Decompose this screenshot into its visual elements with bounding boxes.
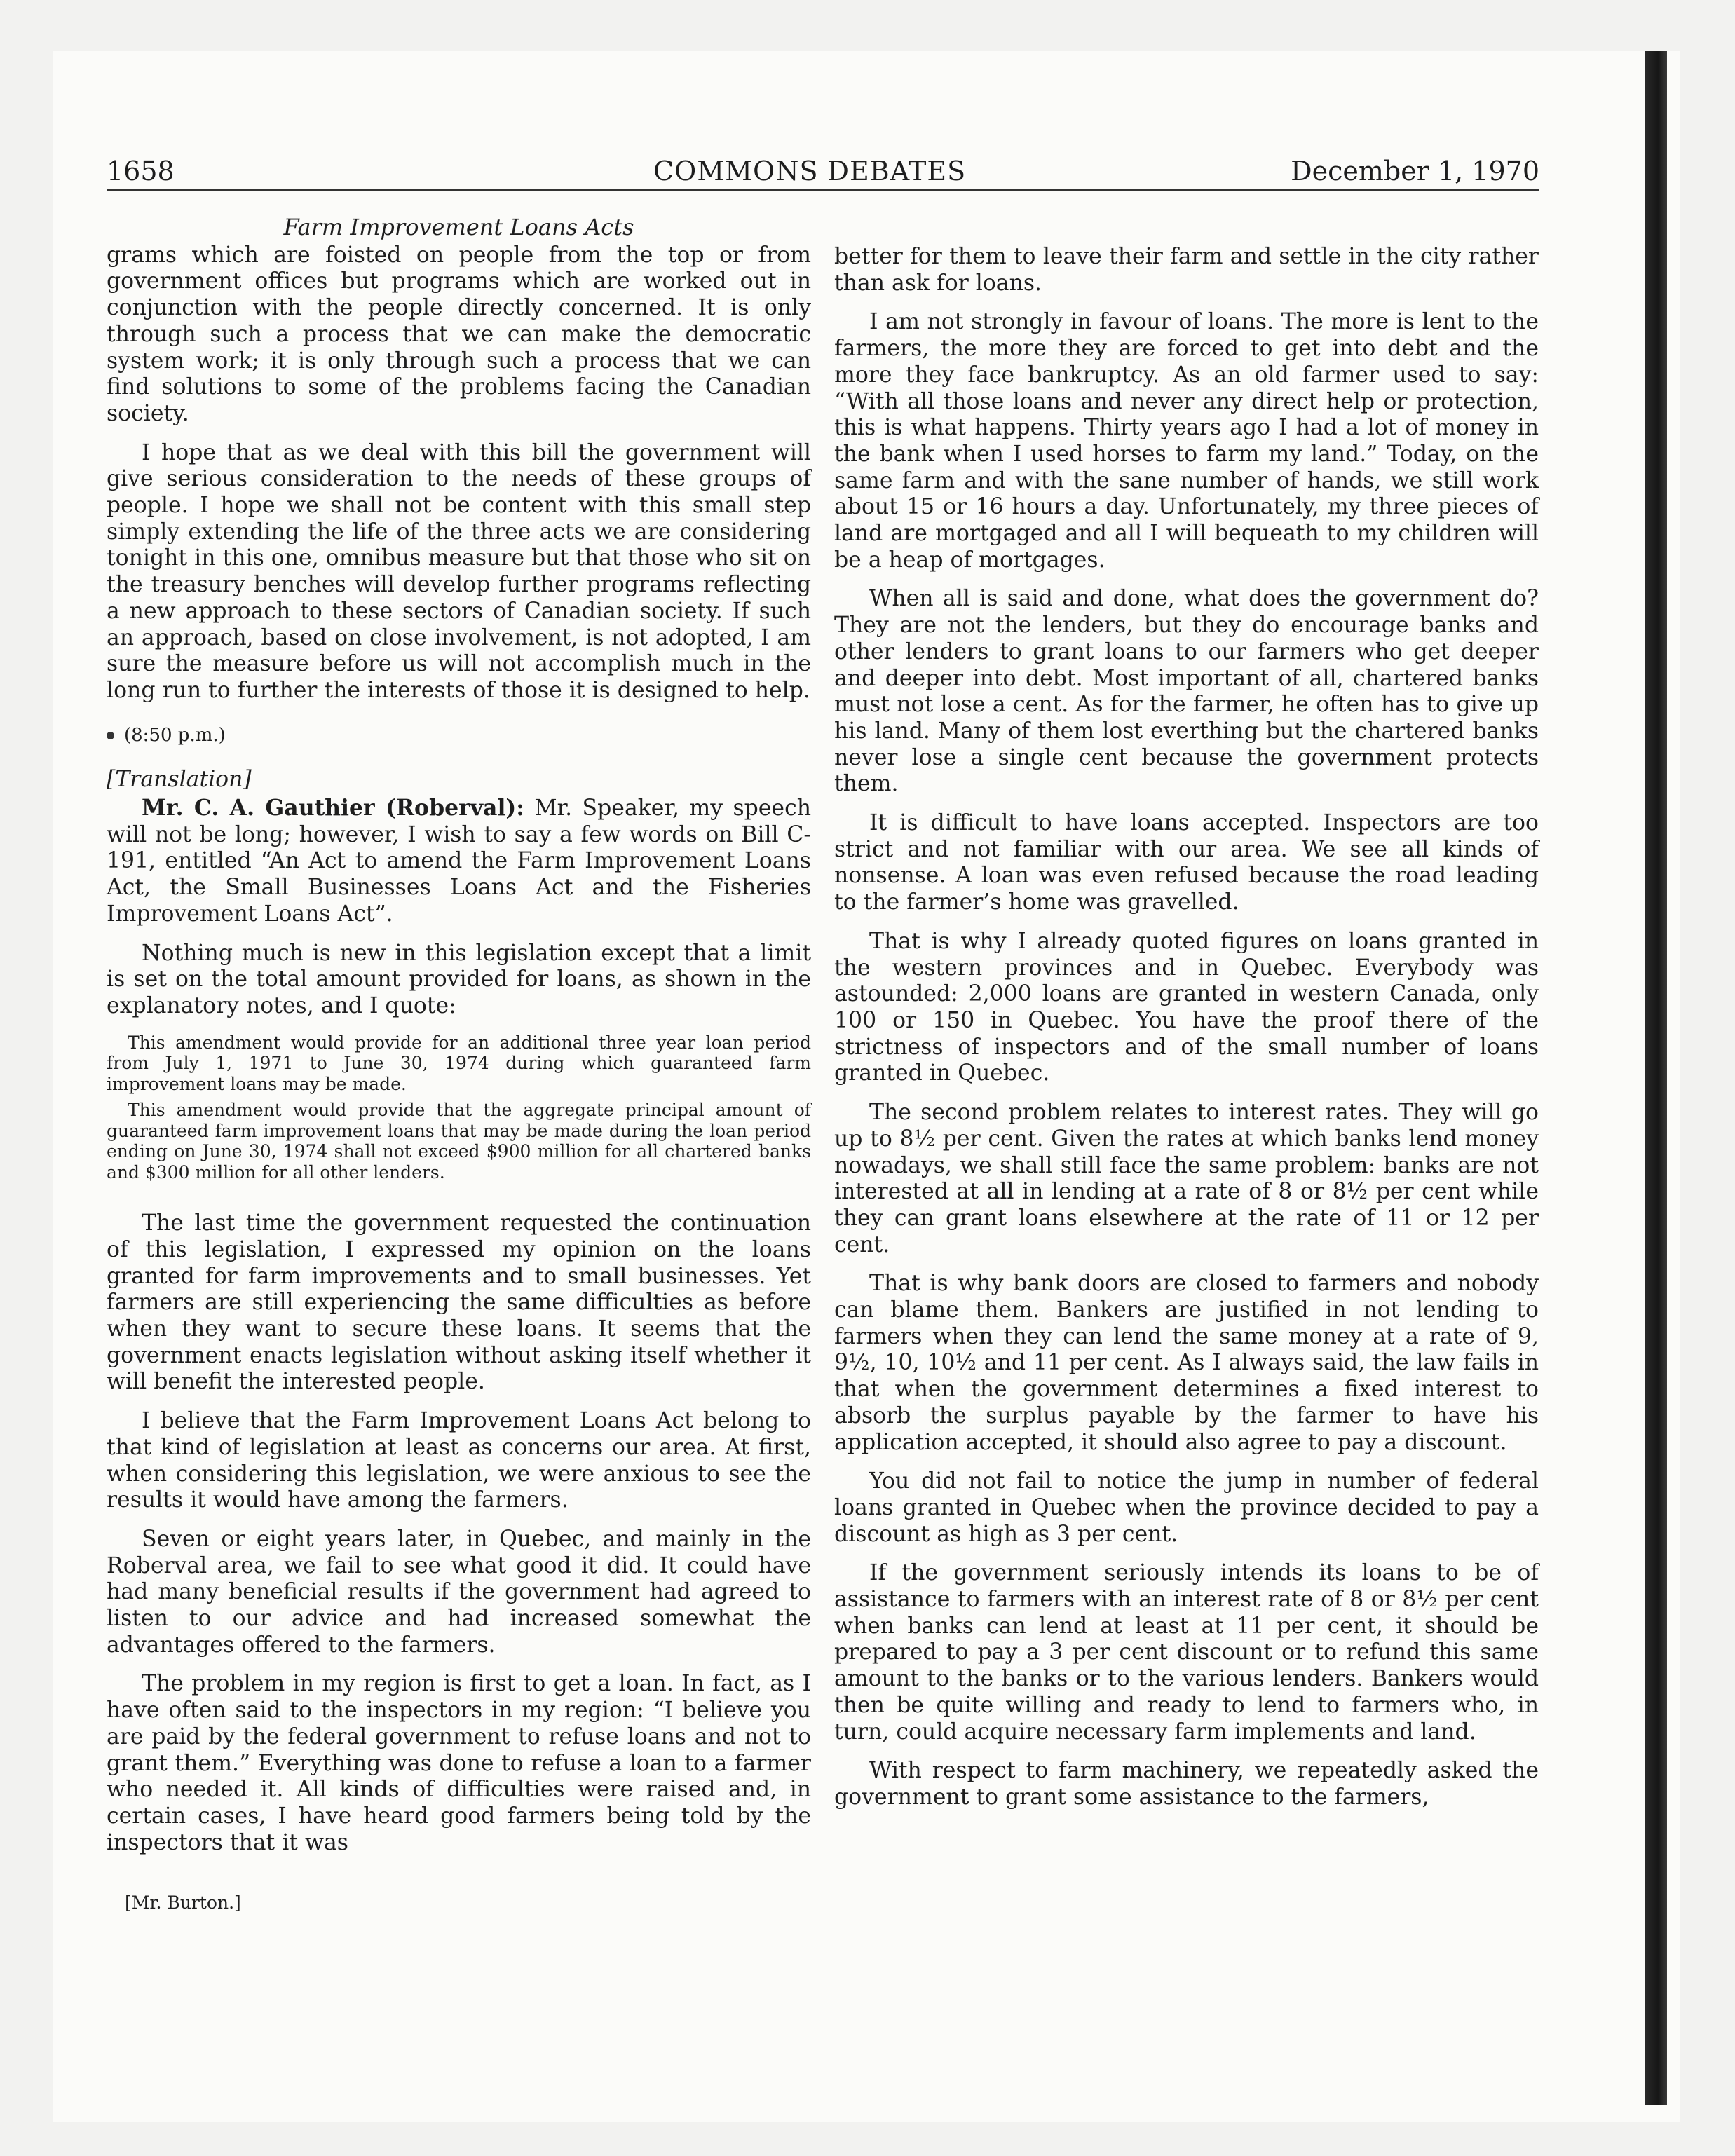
right-column [834, 244, 1539, 1824]
paragraph: I hope that as we deal with this bill the government will give serious consideration to the needs of these groups of people. I hope we shall not be content with this small step simply extending the life of the three acts we are considering tonight in this one, omnibus measure but that those who sit on the treasury benches will develop further programs reflecting a new approach to these sectors of Canadian society. If such an approach, based on close involvement, is not adopted, I am sure the measure before us will not accomplish much in the long run to further the interests of those it is designed to help. [107, 439, 811, 703]
paragraph: I believe that the Farm Improvement Loans Act belong to that kind of legislation at least as concerns our area. At first, when considering this legislation, we were anxious to see the results it would have among the farmers. [107, 1408, 811, 1513]
paragraph: I am not strongly in favour of loans. The more is lent to the farmers, the more they are forced to get into debt and the more they face bankruptcy. As an old farmer used to say: “With all those loans and never any direct help or protection, this is what happens. Thirty years ago I had a lot of money in the bank when I used horses to farm my land.” Today, on the same farm and with the sane number of hands, we still work about 15 or 16 hours a day. Unfortunately, my three pieces of land are mortgaged and all I will bequeath to my children will be a heap of mortgages. [834, 309, 1539, 573]
paragraph: When all is said and done, what does the government do? They are not the lenders, but they do encourage banks and other lenders to grant loans to our farmers who get deeper and deeper into debt. Most important of all, chartered banks must not lose a cent. As for the farmer, he often has to give up his land. Many of them lost everthing but the chartered banks never lose a single cent because the government protects them. [834, 586, 1539, 797]
speech-text: Mr. Speaker, my speech will not be long; however, I wish to say a few words on Bill C-191, entitled “An Act to amend the Farm Improvement Loans Act, the Small Businesses Loans Act and the Fisheries Improvement Loans Act”. [107, 796, 811, 927]
paragraph: The problem in my region is first to get a loan. In fact, as I have often said to the inspectors in my region: “I believe you are paid by the federal government to refuse loans and not to grant them.” Everything was done to refuse a loan to a farmer who needed it. All kinds of difficulties were raised and, in certain cases, I have heard good farmers being told by the inspectors that it was [107, 1671, 811, 1855]
page-number: 1658 [107, 156, 175, 186]
paragraph: grams which are foisted on people from the top or from government offices but programs which are worked out in conjunction with the people directly concerned. It is only through such a process that we can make the democratic system work; it is only through such a process that we can find solutions to some of the problems facing the Canadian society. [107, 242, 811, 426]
paragraph: The second problem relates to interest rates. They will go up to 8½ per cent. Given the rates at which banks lend money nowadays, we shall still face the same problem: banks are not interested at all in lending at a rate of 8 or 8½ per cent while they can grant loans elsewhere at the rate of 11 or 12 per cent. [834, 1100, 1539, 1257]
translation-label: [Translation] [107, 767, 252, 793]
paragraph: That is why I already quoted figures on loans granted in the western provinces and in Quebec. Everybody was astounded: 2,000 loans are granted in western Canada, only 100 or 150 in Quebec. You have the proof there of the strictness of inspectors and of the small number of loans granted in Quebec. [834, 928, 1539, 1086]
paragraph: With respect to farm machinery, we repeatedly asked the government to grant some assistance to the farmers, [834, 1758, 1539, 1810]
paragraph: That is why bank doors are closed to farmers and nobody can blame them. Bankers are justified in not lending to farmers when they can lend the same money at a rate of 9, 9½, 10, 10½ and 11 per cent. As I always said, the law fails in that when the government determines a fixed interest to absorb the surplus payable by the farmer to have his application accepted, it should also agree to pay a discount. [834, 1271, 1539, 1455]
bullet-icon [107, 732, 114, 739]
footer-speaker-note: [Mr. Burton.] [125, 1892, 241, 1913]
paragraph: You did not fail to notice the jump in number of federal loans granted in Quebec when the province decided to pay a discount as high as 3 per cent. [834, 1468, 1539, 1547]
paragraph: better for them to leave their farm and settle in the city rather than ask for loans. [834, 244, 1539, 296]
block-quote: This amendment would provide that the aggregate principal amount of guaranteed farm improvement loans that may be made during the loan period ending on June 30, 1974 shall not exceed $900 million for all chartered banks and $300 million for all other lenders. [107, 1100, 811, 1182]
paragraph: Nothing much is new in this legislation except that a limit is set on the total amount provided for loans, as shown in the explanatory notes, and I quote: [107, 940, 811, 1018]
paragraph: It is difficult to have loans accepted. Inspectors are too strict and not familiar with our area. We see all kinds of nonsense. A loan was even refused because the road leading to the farmer’s home was gravelled. [834, 810, 1539, 915]
paragraph: The last time the government requested the continuation of this legislation, I expressed my opinion on the loans granted for farm improvements and to small businesses. Yet farmers are still experiencing the same difficulties as before when they want to secure these loans. It seems that the government enacts legislation without asking itself whether it will benefit the interested people. [107, 1210, 811, 1395]
page-binding-edge [1645, 51, 1667, 2105]
timestamp [107, 723, 811, 749]
timestamp-text: (8:50 p.m.) [124, 724, 226, 746]
running-title: COMMONS DEBATES [653, 156, 967, 186]
header-date: December 1, 1970 [1291, 156, 1539, 186]
paragraph [107, 795, 811, 928]
page-header [107, 150, 1539, 191]
speaker-name: Mr. C. A. Gauthier (Roberval): [142, 795, 524, 821]
block-quote: This amendment would provide for an additional three year loan period from July 1, 1971 to June 30, 1974 during which guaranteed farm improvement loans may be made. [107, 1032, 811, 1094]
paragraph: Seven or eight years later, in Quebec, and mainly in the Roberval area, we fail to see what good it did. It could have had many beneficial results if the government had agreed to listen to our advice and had increased somewhat the advantages offered to the farmers. [107, 1526, 811, 1658]
left-column [107, 214, 811, 1869]
paragraph: If the government seriously intends its loans to be of assistance to farmers with an interest rate of 8 or 8½ per cent when banks can lend at least at 11 per cent, it should be prepared to pay a 3 per cent discount or to refund this same amount to the banks or to the various lenders. Bankers would then be quite willing and ready to lend to farmers who, in turn, could acquire necessary farm implements and land. [834, 1560, 1539, 1745]
section-title: Farm Improvement Loans Acts [283, 214, 634, 240]
